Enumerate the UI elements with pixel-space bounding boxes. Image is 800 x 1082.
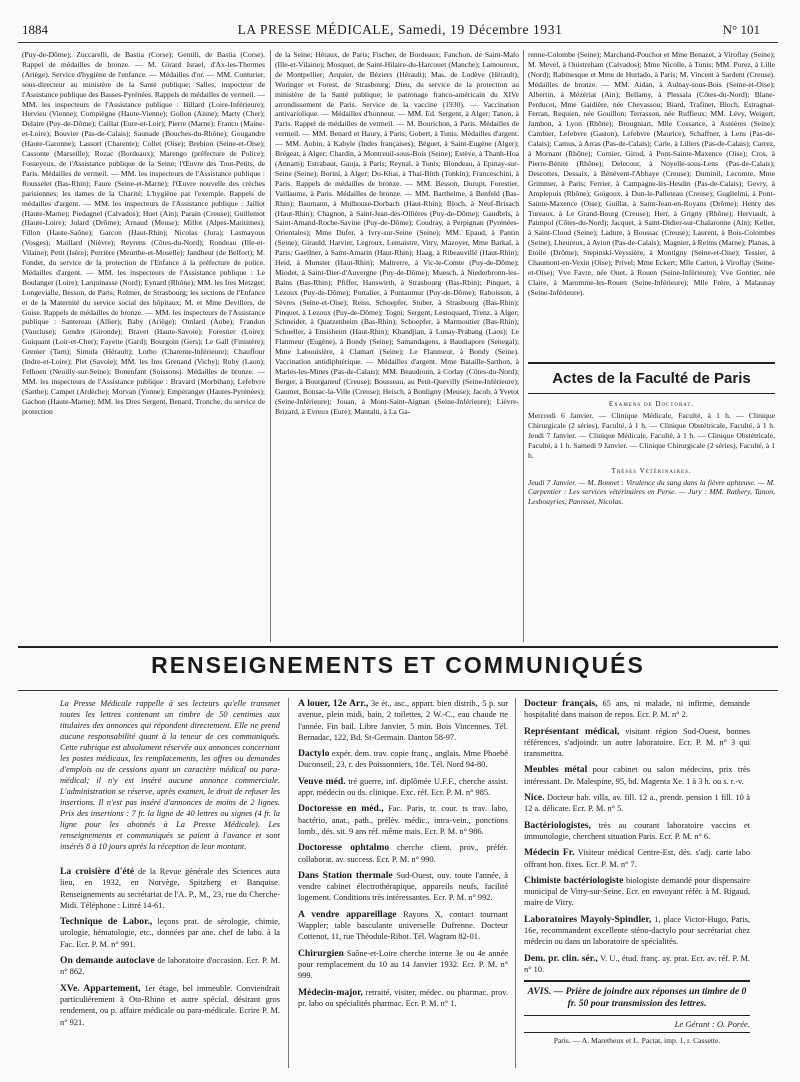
classifieds-column-3 xyxy=(524,698,750,1068)
ad-title: Nice. xyxy=(524,792,545,804)
faculte-heading: Actes de la Faculté de Paris xyxy=(552,370,751,387)
classified-ad xyxy=(298,803,508,837)
ad-title: Représentant médical, xyxy=(524,725,620,737)
column-divider xyxy=(523,50,524,642)
doctorat-text: Mercredi 6 Janvier. — Clinique Médicale, Faculté, à 1 h. — Clinique Chirurgicale (2 séries), Faculté, à 1 h. — Clinique Obstétricale, Faculté, à 1 h. Jeudi 7 Janvier. — Clinique Médicale, Faculté, à 1 h. — Clinique Obstétricale, Faculté, à 1 h. Samedi 9 Janvier. — Clinique Chirurgicale (2 séries), Faculté, à 1 h. xyxy=(528,411,775,460)
imprint-rule xyxy=(524,1032,750,1033)
classified-ad xyxy=(298,842,508,865)
ad-title: XVe. Appartement, xyxy=(60,982,141,994)
ad-title: Docteur français, xyxy=(524,698,598,709)
article-column-1 xyxy=(22,50,265,642)
ad-text: V. U., étud. franç. ay. prat. Ecr. av. réf. P. M. n° 10. xyxy=(524,953,750,974)
ad-text: Saône-et-Loire cherche interne 3e ou 4e année pour remplacement du 10 au 14 Janvier 1932. Ecr. P. M. n° 999. xyxy=(298,948,508,981)
notice-intro: La Presse Médicale rappelle à ses lecteurs qu'elle transmet toutes les lettres contenant un timbre de 50 centimes aux titulaires des annonces qui répondent directement. Elle ne prend aucune responsabilité quant à la teneur de ces communiqués. Cette rubrique est absolument réservée aux annonces concernant les postes médicaux, les remplacements, les offres ou demandes d'emplois ou de cessions ayant un caractère médical ou para-médical; il n'y est inséré aucune annonce commerciale. L'administration se réserve, après examen, le droit de refuser les insertions. Il n'est pas inséré d'annonces de moins de 2 lignes. Prix des insertions : 7 fr. la ligne de 40 lettres ou signes (4 fr. la ligne pour les abonnés à La Presse Médicale). Les renseignements et communiqués se paient à l'avance et sont insérés 8 à 10 jours après la réception de leur montant. xyxy=(60,699,280,851)
banner-rule xyxy=(18,690,778,691)
classified-ad xyxy=(524,792,750,815)
ad-title: A vendre appareillage xyxy=(298,908,397,920)
ad-title: Bactériologistes, xyxy=(524,819,591,831)
ad-text: de la Revue générale des Sciences aura lieu, en 1932, en Norvège, Spitzberg et Banquise. Renseignements au secrétariat de l'A. P., M., 23, rue du Cherche-Midi. Téléphone : Littré 14-61. xyxy=(60,867,280,910)
ad-title: A louer, 12e Arr., xyxy=(298,698,369,709)
classified-ad xyxy=(524,914,750,948)
ad-text: Rayons X, contact tournant Wappler; table basculante universelle Dufrenne. Docteur Cottenot, 11, rue Théodule-Ribot. Tél. Wagram 82-01. xyxy=(298,909,508,942)
ad-title: Dans Station thermale xyxy=(298,869,393,881)
ad-title: Dem. pr. clin. sér., xyxy=(524,952,598,964)
ad-text: expér. dem. trav. copie franç., anglais. Mme Phoebé Duconseil, 23, r. des Poissonniers, 18e. Tél. Nord 94-80. xyxy=(298,749,508,770)
section-banner: RENSEIGNEMENTS ET COMMUNIQUÉS xyxy=(151,652,645,678)
avis-notice: AVIS. — Prière de joindre aux réponses un timbre de 0 fr. 50 pour transmission des lettres. xyxy=(527,986,747,1010)
journal-title: LA PRESSE MÉDICALE, Samedi, 19 Décembre 1931 xyxy=(237,22,563,37)
classified-ad xyxy=(60,916,280,950)
ad-title: Technique de Labor., xyxy=(60,916,153,928)
ad-text: très au courant laboratoire vaccins et immunologie, cherchent situation Paris. Ecr. P. M. n° 6. xyxy=(524,820,750,841)
classified-ad xyxy=(524,875,750,909)
classified-ad xyxy=(298,870,508,904)
ad-text: 1er étage, bel immeuble. Conviendrait particulièrement à Oto-Rhino et autre spécial. désirant gros rendement, ou p. affaire médicale ou para-médicale. Ecrire P. M. n° 921. xyxy=(60,983,280,1027)
column-divider xyxy=(515,698,516,1068)
classified-ad xyxy=(298,748,508,771)
imprint-line: Paris. — A. Maretheux et L. Pactat, imp. 1, r. Cassette. xyxy=(553,1036,721,1046)
section-rule xyxy=(528,393,775,394)
ad-text: 3e ét., asc., appart. bien distrib., 5 p. sur avenue, plein midi, bain, 2 toilettes, 2 W.-C., eau chaude tte l'année. Fin bail. Libre Janvier, 5 min. Bois Vincennes. Tél. Bernadac, 122, Bd. St-Germain. Danton 58-97. xyxy=(298,699,508,742)
classified-ad xyxy=(60,983,280,1028)
ad-text: visitant région Sud-Ouest, bonnes références, s'adjoindr. un autre laboratoire. Ecr. P. M. n° 3 qui transmettra. xyxy=(524,726,750,759)
ad-title: Meubles métal xyxy=(524,764,588,776)
avis-rule xyxy=(524,980,750,982)
classified-ad xyxy=(60,866,280,911)
classified-ad xyxy=(60,955,280,978)
column-divider xyxy=(288,698,289,1068)
ad-text: de laboratoire d'occasion. Ecr. P. M. n° 862. xyxy=(60,956,280,977)
ad-title: La croisière d'été xyxy=(60,866,135,877)
article-column-2 xyxy=(275,50,519,642)
page-number: 1884 xyxy=(22,22,48,37)
ad-title: Veuve méd. xyxy=(298,775,346,787)
ad-title: Dactylo xyxy=(298,748,330,760)
avis-rule xyxy=(524,1015,750,1016)
gerant-line: Le Gérant : O. Porée. xyxy=(674,1019,750,1030)
classified-ad xyxy=(298,909,508,943)
classifieds-column-2 xyxy=(298,698,508,1068)
ad-text: 65 ans, ni malade, ni infirme, demande hospitalité dans maison de repos. Ecr. P. M. n° 2. xyxy=(524,699,750,720)
section-rule xyxy=(528,362,775,364)
classified-ad xyxy=(298,776,508,799)
article-text: renne-Colombe (Seine); Marchand-Pouchot et Mme Benazet, à Viroflay (Seine); M. Mevel, à Ouistreham (Calvados); Mme Nicolle, à Tunis; MM. Porez, à Lille (Nord); Rabinesque et Mme de Hurtado, à Paris; M. Vincent à Sardent (Creuse). Médailles de bronze. — MM. Aidan, à Aulnay-sous-Bois (Seine-et-Oise); Albertin, à Mézériat (Ain); Bellamy, à Plessala (Côtes-du-Nord); Blane-Perducet, Mme Gaidière, née Chevassou; Biard, Trafinet, Bloch, Estragnat-Ferran, Requien, née Gouillon; Terrasson, née Ruffieux; MM. Lévy, Weigert, Jambon, à Lyon (Rhône); Brougniart, Mlle Cossance, à Asnières (Seine); Cambier, Lefebvre (Gaston), Lefebvre (Maurice), Schaffner, à Lens (Pas-de-Calais); Camus, à Arras (Pas-de-Calais); Carle, à Lillers (Pas-de-Calais); Carrez, à Mornant (Rhône); Cornier, Girod, à Pont-Sainte-Maxence (Oise); Cros, à Pierre-Bénite (Rhône); Delecour, à Noyelle-sous-Lens (Pas-de-Calais); Descottes, Dessaix, à Bénévent-l'Abbaye (Creuse); Duminil, Lecomte, Mme Grimmer, à Paris; Ferrier, à Campagne-lès-Hesdin (Pas-de-Calais); Gevry, à Amplepuis (Rhône); Goigoux, à Dun-le-Palleteau (Creuse); Guglielmi, à Pont-Sainte-Maxence (Oise); Guillat, à Saint-Jean-en-Royans (Drôme); Henry des Tureaux, à Le Grand-Bourg (Creuse); Herr, à Grigny (Rhône); Herviault, à Paimpol (Côtes-du-Nord); Jacquet, à Saint-Didier-sur-Chalaronne (Ain); Keller, à Saint-Cloud (Seine); Ladure, à Boussac (Creuse); Laurent, à Bois-Colombes (Seine); Lheureux, à Avion (Pas-de-Calais); Magnier, à Reims (Marne); Planas, à Etoile (Drôme); Stepinski-Veyssière, à Montigny (Seine-et-Oise); Tessier, à Chaumont-en-Vexin (Oise); Privel; Mme Eckert; Mlle Carton, à Viroflay (Seine-et-Oise); Vve Favre, née Ouet, à Rouen (Seine-Inférieure); Vve Gontier, née Claire, à Maromme-les-Rouen (Seine-Inférieure); Mlle Frère, à Malaunay (Seine-Inférieure). xyxy=(528,50,775,297)
classified-ad xyxy=(524,698,750,721)
classified-ad xyxy=(524,953,750,976)
ad-text: retraité, visiter, médec. ou pharmac. prov. pr. labo ou spécialités pharmac. Ecr. P. M. n° 1. xyxy=(298,987,508,1008)
column-divider xyxy=(270,50,271,642)
ad-text: Fac. Paris, tr. cour. ts trav. labo, bactério, anat., path., prélèv. médic., intra-vein., ponctions lomb., dés. sit. 9 ans réf. même mais. Ecr. P. M. n° 986. xyxy=(298,804,508,836)
ad-text: Docteur hab. villa, av. fill. 12 a., prendr. pension 1 fill. 10 à 12 a. délicate. Ecr. P. M. n° 5. xyxy=(524,793,750,814)
classified-ad xyxy=(524,820,750,843)
classified-ad xyxy=(298,948,508,982)
classified-ad xyxy=(524,726,750,760)
ad-title: On demande autoclave xyxy=(60,955,155,967)
article-text: de la Seine; Héraux, de Paris; Fischer, de Bordeaux; Fanchon, de Saint-Malo (Ille-et-Vilaine); Mosquet, de Saint-Hilaire-du-Harcouet (Manche); Lamoureux, de Montpellier; Arquier, de Béziers (Hérault); Mas, de Lodève (Hérault); Woringer et Forest, de Strasbourg; Dieu, du service de la protection au ministère de la Santé publique; le patronage franco-américain du XIVe arrondissement de Paris. Service de la vaccine (1930). — Vaccination antivariolique. — Médailles d'honneur. — MM. Ed. Sergent, à Alger; Tanon, à Paris. Rappel de médailles de vermeil. — M. Bourichon, à Paris. Médailles de vermeil. — MM. Benard et Haury, à Paris; Gobert, à Tunis. Médailles d'argent. — MM. Aubin, à Kabyle (Indes françaises); Béguet, à Saint-Eugène (Alger); Brégeat, à Alger; Chardin, à Montreuil-sous-Bois (Seine); Estève, à Thanh-Hoa (Annam); Estrabaut, Gauja, à Paris; Reynal, à Tunis; Blondeau, à Epinay-sur-Seine (Seine); Borini, à Alger; Do-Khai, à Thai-Binh (Tonkin); Franceschini, à Paris. Rappels de médailles de bronze. — MM. Besson, Durupt, Forestier, Vaillaume, à Paris. Médailles de bronze. — MM. Barthelme, à Benfeld (Bas-Rhin); Baumann, à Mulhouse-Dorbach (Haut-Rhin); Bloch, à Neuf-Brisach (Haut-Rhin); Chagnon, à Saint-Jean-des-Ollières (Puy-de-Dôme); Gaudbris, à Saint-Amand-Roche-Savine (Puy-de-Dôme); Coudray, à Perpignan (Pyrénées-Orientales); Mme Dufer, à Ivry-sur-Seine (Seine); MM. Epaud, à Pantin (Seine); Girauld, Harvier, Legroux, Lemaistre, Vitry, Mazoyer, Mme Barkaï, à Paris; Gaellner, à Saint-Amarin (Haut-Rhin); Haag, à Ribeauvillé (Haut-Rhin); Heid, à Munster (Haut-Rhin); Maltrerre, à Vic-le-Comte (Puy-de-Dôme); Miodet, à Saint-Dier-d'Auvergne (Puy-de-Dôme); Muesch, à Niederbronn-les-Bains (Bas-Rhin); Pfiffer, Hanswirth, à Strasbourg (Bas-Rhin); Pinquet, à Lezoux (Puy-de-Dôme); Portalier, à Pontaumur (Puy-de-Dôme); Raboisson, à Sèvres (Seine-et-Oise); Reiss, Schoepfer, Stuber, à Strasbourg (Bas-Rhin); Pinquet, à Lezoux (Puy-de-Dôme); Togni; Sergent, Lestoquard, Trenz, à Alger; Schneider, à Quatzenheim (Bas-Rhin); Schoepfer, à Marmoutier (Bas-Rhin); Schueller, à Ensisheim (Haut-Rhin); Khandjian, à Lunay-Prabang (Laos); Le Flanmeur (Eugène), à Bondy (Seine); Samandagens, à Baudiapore (Senegal); Mme Labouisière, à Clamart (Seine); Le Flanmeur, à Bondy (Seine). Vaccination antidiphtérique. — Médailles d'argent. Mme Bataille-Sarthon, à Marles-les-Mines (Pas-de-Calais); MM. Beaudouin, à Corlay (Côtes-du-Nord); Berger, à Bourganeuf (Creuse); Bousseau, au Petit-Quevilly (Seine-Inférieure); Gaumet, Bonsac-la-Ville (Creuse); Heisch, à Bonligny (Meuse); Jacob, à Yvetot (Seine-Inférieure); Jouan, à Mont-Saint-Aignan (Seine-Inférieure); Lièvre-Brizard, à Evreux (Eure); Mantalti, à La Ga- xyxy=(275,50,519,416)
ad-title: Laboratoires Mayoly-Spindler, xyxy=(524,913,652,925)
veterinaires-text: Jeudi 7 Janvier. — M. Bonnet : Virulence du sang dans la fièvre aphteuse. — M. Carpentier : Les services vétérinaires en Perse. — Jury : MM. Rathery, Tanon, Lesbouyries, Panisset, Nicolas. xyxy=(528,477,775,507)
ad-text: tré guerre, inf. diplômée U.F.F., cherche assist. appr. médecin ou ds. clinique. Exc. réf. Ecr. P. M. n° 985. xyxy=(298,776,508,798)
ad-text: 1, place Victor-Hugo, Paris, 16e, recommandent excellente sténo-dactylo pour secrétariat chez médecin ou dans un laboratoire de spécialités. xyxy=(524,914,750,947)
header-rule xyxy=(18,42,778,43)
ad-title: Doctoresse ophtalmo xyxy=(298,842,390,854)
ad-text: Sud-Ouest, ouv. toute l'année, à vendre cabinet électrothérapique, appareils neufs, facilité logement. Conditions très intéressantes. Ecr. P. M. n° 992. xyxy=(298,870,508,903)
ad-title: Médecin-major, xyxy=(298,986,363,998)
classified-ad xyxy=(524,764,750,787)
ad-title: Chirurgien xyxy=(298,947,344,959)
issue-number: N° 101 xyxy=(722,22,760,37)
ad-text: leçons prat. de sérologie, chimie, urologie, hématologie, etc., données par ane. chef de labo. à la Fac. Ecr. P. M. n° 991. xyxy=(60,917,280,949)
article-text: (Puy-de-Dôme); Zuccarelli, de Bastia (Corse); Gentili, de Bastia (Corse). Rappel de médailles de bronze. — M. Girard Israel, d'Ax-les-Thermes (Ariège). Service d'hygiène de l'enfance. — Médailles d'or. — MM. Conturier, sous-directeur au ministère de la Santé publique; Salles, inspecteur de l'Assistance publique des Basses-Pyrénées. Rappels de médailles de vermeil. — MM. les inspecteurs de l'Assistance publique : Billard (Loire-Inférieure); Hervieu (Vienne); Compiègne (Haute-Vienne); Gollon (Aisne); Marty (Cher); Delatre (Puy-de-Dôme); Caillat (Eure-et-Loir); Pierre (Marne); Franco (Maine-et-Loire); Bouvier (Pas-de-Calais); Saunade (Bouches-du-Rhône); Gougandre (Haute-Garonne); Lassort (Charente); Collet (Oise); Brebion (Seine-et-Oise); Cassonte (Marseille); Rozac (Bordeaux); Marengo (préfecture de Police); Fosseyeux, de l'Assistance publique de la Seine; l'Œuvre des Tout-Petits, de Paris. Médailles de vermeil. — MM. les inspecteurs de l'Assistance publique : Rousselet (Bas-Rhin); Faure (Seine-et-Marne); l'Œuvre nouvelle des crèches parisiennes; les dames de la Charité; L'hygiène par l'exemple. Rappels de médailles d'argent. — MM. les inspecteurs de l'Assistance publique : Jaillot (Haute-Marne); Piedagnel (Calvados); Huet (Ain); Parain (Creuse); Guillemot (Haute-Loire); Jolard (Drôme); Arnaud (Meuse); Millot (Alpes-Maritimes); Fillon (Haute-Saône); Garcon (Haut-Rhin); Nicolas (Jura); Lasmayous (Vosges); Maillard (Nièvre); Reyrens (Côtes-du-Nord); Rondeau (Ille-et-Vilaine); Petit (Isère); Perrière (Meurthe-et-Moselle); Jandheur (de Belfort); M. Fondet, du service de la protection de l'Enfance à la préfecture de police. Médailles d'argent. — MM. les inspecteurs de l'Assistance publique : Le Boulanger (Loire); Larquinasse (Nord); Eynard (Rhône); MM. les Ires Metzger, Longevialle, Besson, de Paris; Rolmer, de Strasbourg; les sections de l'Enfance et de la Maternité du service social des hôpitaux; M. et Mme Devillers, de Guise. Rappels de médailles de bronze. — MM. les inspecteurs de l'Assistance publique : Santereau (Allier); Baby (Ariège); Omlard (Aube); Frandon (Vaucluse); Gendre (Gironde); Bravet (Haute-Savoie); Forestier (Loire); Guiquant (Loir-et-Cher); Fayette (Gard); Bourgoin (Gers); Le Gall (Finistère); Grenier (Tarn); Simula (Hérault); Lorho (Charente-Inférieure); Chauffour (Indre-et-Loire); Plet (Savoie); MM. les Ires Grenand (Vichy); Ruby (Laon); Felhoen (Neuilly-sur-Seine); Bonenfant (Soissons). Médailles de bronze. — MM. les inspecteurs de l'Assistance publique : Bravard (Morbihan); Lefebvre (Sarthe); Campet (Ardèche); Morvan (Yonne); Empéranger (Hautes-Pyrénées); Gachon (Haute-Marne); MM. les Dres Sergent, Benard, Tronche, du service de protection xyxy=(22,50,265,416)
ad-text: Visiteur médical Centre-Est, dés. s'adj. carte labo offrant hon. fixes. Ecr. P. M. n° 7. xyxy=(524,848,750,869)
ad-title: Médecin Fr. xyxy=(524,847,575,859)
ad-title: Chimiste bactériologiste xyxy=(524,874,624,886)
page-header xyxy=(0,8,800,38)
article-column-3 xyxy=(528,50,775,642)
veterinaires-heading: Thèses Vétérinaires. xyxy=(611,466,692,475)
classified-ad xyxy=(524,847,750,870)
banner-rule xyxy=(18,646,778,648)
classifieds-column-1 xyxy=(60,698,280,1068)
classified-ad xyxy=(298,698,508,743)
ad-text: pour cabinet ou salon médecins, prix très intéressant. Dr. Malespine, 95, bd. Magenta Xe. 1 à 3 h. ou s. r.-v. xyxy=(524,765,750,786)
ad-text: biologiste demandé pour dispensaire municipal de Vitry-sur-Seine. Ecr. en envoyant référ. à M. Rigaud, maire de Vitry. xyxy=(524,875,750,908)
ad-text: cherche client. prov., préfér. collaborat. av. success. Ecr. P. M. n° 990. xyxy=(298,843,508,864)
doctorat-heading: Examens de Doctorat. xyxy=(608,400,695,408)
article-continuation xyxy=(528,50,775,358)
classified-ad xyxy=(298,987,508,1010)
ad-title: Doctoresse en méd., xyxy=(298,803,384,815)
